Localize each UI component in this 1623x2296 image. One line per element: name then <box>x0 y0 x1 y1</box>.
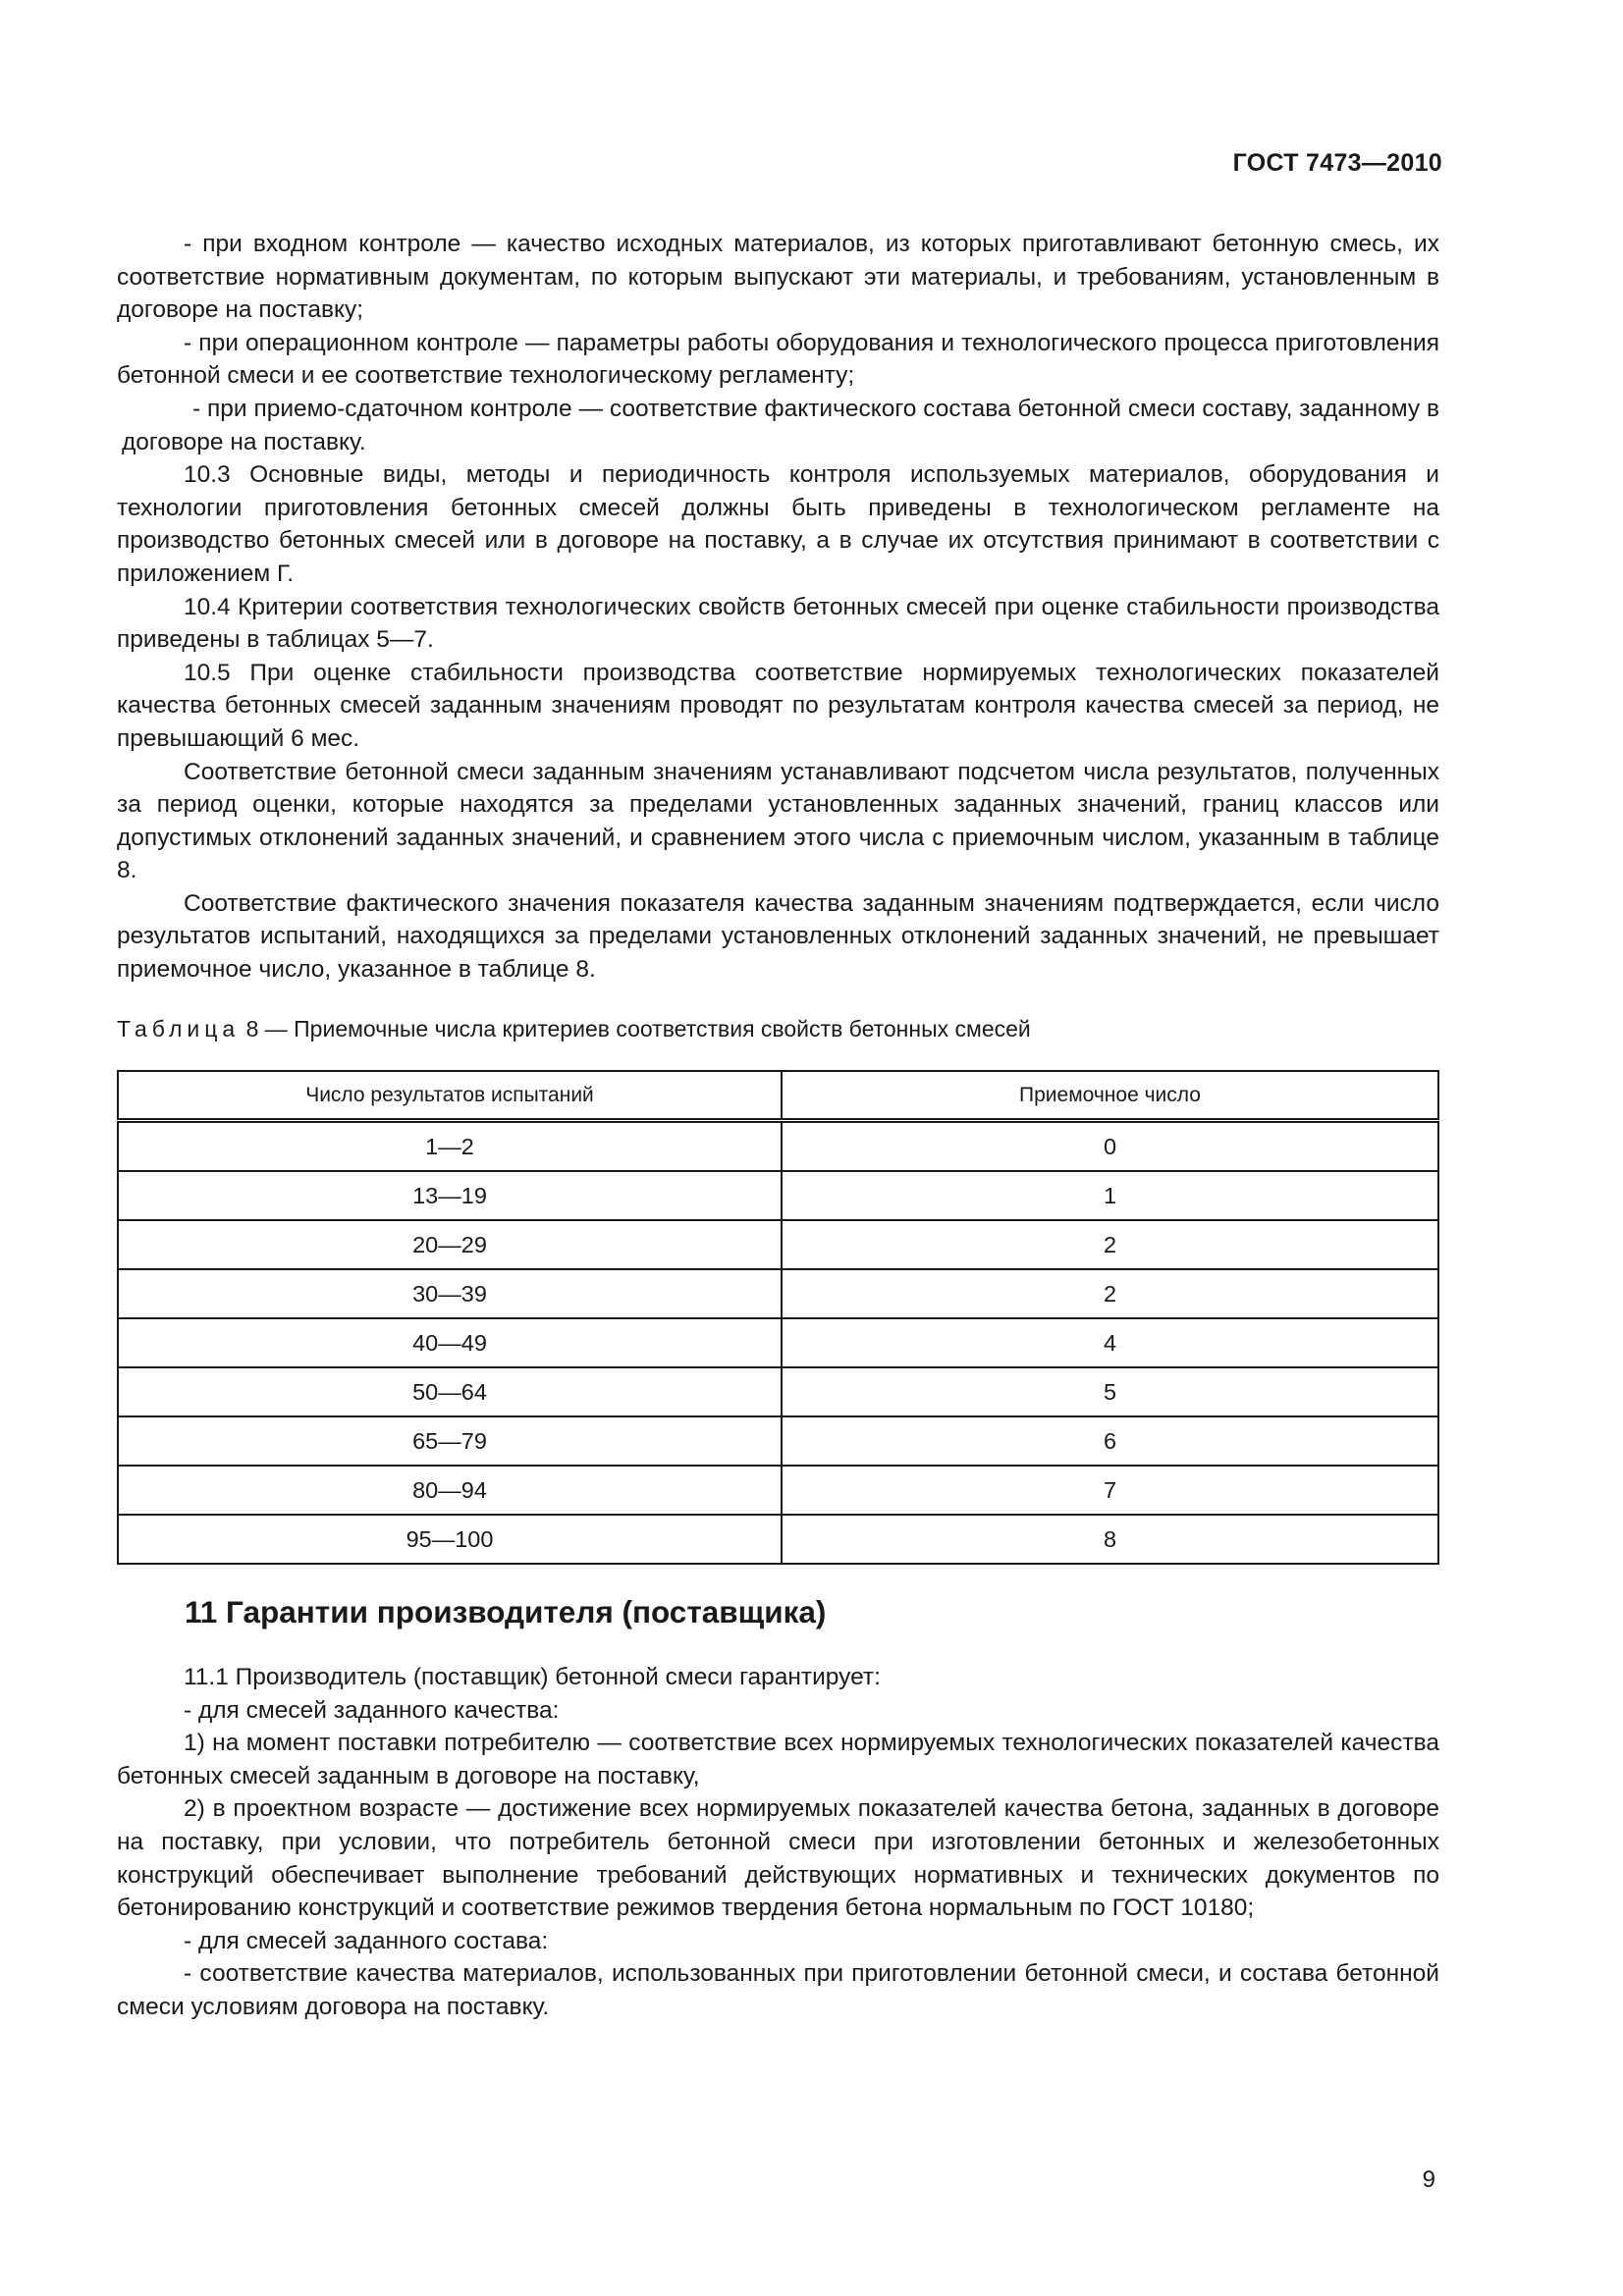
table-row <box>118 1121 1438 1172</box>
table-row <box>118 1171 1438 1220</box>
table-row <box>118 1416 1438 1466</box>
table-header-cell: Число результатов испытаний <box>118 1071 782 1121</box>
table-cell: 65—79 <box>118 1416 782 1466</box>
paragraph-conformity-confirmed: Соответствие фактического значения показателя качества заданным значениям подтверждается, если число результатов испытаний, находящихся за пределами установленных отклонений заданных значений, не превышает приемочное число, указанное в таблице 8. <box>117 889 1439 984</box>
table-cell: 30—39 <box>118 1269 782 1318</box>
acceptance-numbers-table <box>117 1070 1439 1565</box>
paragraph-10-3: 10.3 Основные виды, методы и периодичность контроля используемых материалов, оборудования и технологии приготовления бетонных смесей должны быть приведены в технологическом регламенте на производство бетонных смесей или в договоре на поставку, а в случае их отсутствия принимают в соответствии с приложением Г. <box>117 461 1439 587</box>
table-cell: 0 <box>782 1121 1438 1172</box>
body-text-top <box>117 228 1439 987</box>
table-caption-text: 8 — Приемочные числа критериев соответствия свойств бетонных смесей <box>245 1016 1031 1041</box>
table-row <box>118 1367 1438 1416</box>
table-cell: 1 <box>782 1171 1438 1220</box>
section-heading: 11 Гарантии производителя (поставщика) <box>185 1594 827 1629</box>
table-cell: 6 <box>782 1416 1438 1466</box>
table-cell: 13—19 <box>118 1171 782 1220</box>
table-cell: 2 <box>782 1220 1438 1269</box>
table-cell: 40—49 <box>118 1318 782 1367</box>
table-row <box>118 1220 1438 1269</box>
table-cell: 7 <box>782 1466 1438 1515</box>
paragraph-item-1: 1) на момент поставки потребителю — соответствие всех нормируемых технологических показателей качества бетонных смесей заданным в договоре на поставку, <box>117 1730 1439 1789</box>
paragraph-10-4: 10.4 Критерии соответствия технологических свойств бетонных смесей при оценке стабильности производства приведены в таблицах 5—7. <box>117 593 1439 654</box>
body-text-bottom <box>117 1661 1439 2024</box>
paragraph-11-1: 11.1 Производитель (поставщик) бетонной смеси гарантирует: <box>184 1664 881 1690</box>
page-number: 9 <box>1422 2166 1435 2193</box>
paragraph-operational-control: - при операционном контроле — параметры работы оборудования и технологического процесса приготовления бетонной смеси и ее соответствие технологическому регламенту; <box>117 329 1439 390</box>
paragraph-conformity-count: Соответствие бетонной смеси заданным значениям устанавливают подсчетом числа результатов, полученных за период оценки, которые находятся за пределами установленных заданных значений, границ классов или допустимых отклонений заданных значений, и сравнением этого числа с приемочным числом, указанным в таблице 8. <box>117 758 1439 884</box>
paragraph-10-5: 10.5 При оценке стабильности производства соответствие нормируемых технологических показателей качества бетонных смесей заданным значениям проводят по результатам контроля качества смесей за период, не превышающий 6 мес. <box>117 659 1439 752</box>
table-cell: 95—100 <box>118 1515 782 1564</box>
table-header-cell: Приемочное число <box>782 1071 1438 1121</box>
table-row <box>118 1466 1438 1515</box>
table-row <box>118 1515 1438 1564</box>
paragraph-given-composition: - для смесей заданного состава: <box>184 1927 549 1954</box>
table-cell: 2 <box>782 1269 1438 1318</box>
table-cell: 8 <box>782 1515 1438 1564</box>
table-cell: 5 <box>782 1367 1438 1416</box>
document-code-header: ГОСТ 7473—2010 <box>1232 149 1442 177</box>
table-header-row <box>118 1071 1438 1121</box>
paragraph-given-quality: - для смесей заданного качества: <box>184 1696 560 1724</box>
table-caption-label: Таблица <box>117 1016 241 1041</box>
table-cell: 50—64 <box>118 1367 782 1416</box>
paragraph-acceptance-control: - при приемо-сдаточном контроле — соответствие фактического состава бетонной смеси составу, заданному в договоре на поставку. <box>122 395 1439 455</box>
table-cell: 4 <box>782 1318 1438 1367</box>
table-caption <box>117 1016 1031 1042</box>
paragraph-materials-conformity: - соответствие качества материалов, использованных при приготовлении бетонной смеси, и состава бетонной смеси условиям договора на поставку. <box>117 1960 1439 2020</box>
paragraph-input-control: - при входном контроле — качество исходных материалов, из которых приготавливают бетонную смесь, их соответствие нормативным документам, по которым выпускают эти материалы, и требованиям, установленным в договоре на поставку; <box>117 231 1439 324</box>
table-row <box>118 1318 1438 1367</box>
table-row <box>118 1269 1438 1318</box>
paragraph-item-2: 2) в проектном возрасте — достижение всех нормируемых показателей качества бетона, заданных в договоре на поставку, при условии, что потребитель бетонной смеси при изготовлении бетонных и железобетонных конструкций обеспечивает выполнение требований действующих нормативных и технических документов по бетонированию конструкций и соответствие режимов твердения бетона нормальным по ГОСТ 10180; <box>117 1795 1439 1922</box>
table-cell: 1—2 <box>118 1121 782 1172</box>
table-cell: 20—29 <box>118 1220 782 1269</box>
table-cell: 80—94 <box>118 1466 782 1515</box>
